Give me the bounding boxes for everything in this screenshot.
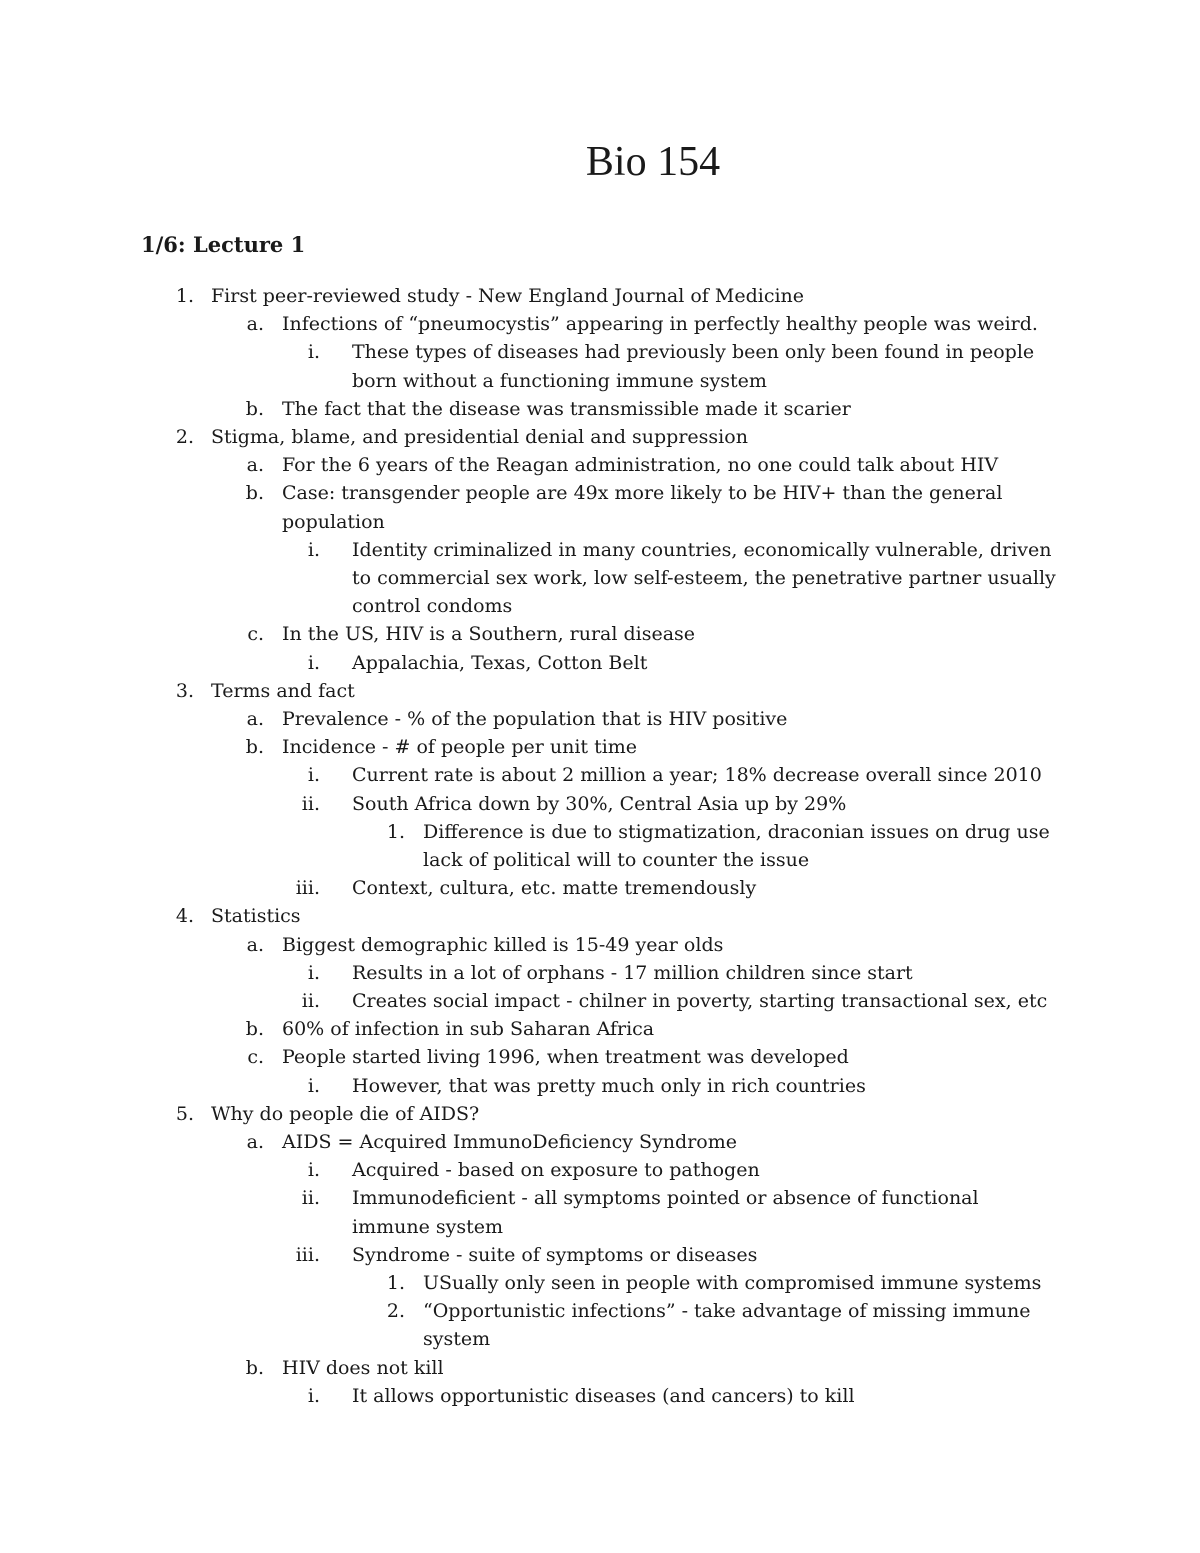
list-item: [0, 1297, 1200, 1351]
list-item-text: 60% of infection in sub Saharan Africa: [282, 1018, 655, 1041]
list-marker: i.: [307, 961, 320, 984]
list-item-text: Terms and fact: [211, 679, 355, 702]
list-item: [0, 874, 1200, 902]
list-marker: 5.: [175, 1102, 194, 1125]
list-item: [0, 1072, 1200, 1100]
list-item-text: Creates social impact - chilner in poverty, starting transactional sex, etc: [352, 990, 1048, 1012]
list-item: [0, 1382, 1200, 1410]
list-marker: i.: [307, 1384, 320, 1407]
list-marker: a.: [246, 313, 264, 336]
list-marker: 1.: [386, 1272, 405, 1294]
list-marker: ii.: [301, 990, 320, 1012]
list-item-text: Difference is due to stigmatization, draconian issues on drug use lack of political will to counter the issue: [423, 820, 1050, 871]
list-item: [0, 395, 1200, 423]
list-marker: i.: [307, 1074, 320, 1097]
list-item-text: It allows opportunistic diseases (and cancers) to kill: [352, 1384, 855, 1407]
list-item: [0, 1354, 1200, 1382]
list-item: [0, 1156, 1200, 1184]
list-item: [0, 1100, 1200, 1128]
list-item-text: For the 6 years of the Reagan administration, no one could talk about HIV: [282, 454, 999, 477]
list-item-text: Prevalence - % of the population that is HIV positive: [282, 708, 788, 730]
list-item: [0, 451, 1200, 479]
list-item: [0, 1241, 1200, 1269]
list-marker: a.: [246, 708, 264, 730]
list-item-text: AIDS = Acquired ImmunoDeficiency Syndrome: [282, 1131, 737, 1153]
list-item-text: First peer-reviewed study - New England Journal of Medicine: [211, 285, 805, 307]
list-item: [0, 761, 1200, 789]
list-marker: b.: [245, 482, 264, 505]
list-item: [0, 1015, 1200, 1043]
list-item-text: Appalachia, Texas, Cotton Belt: [352, 651, 648, 674]
list-item-text: Case: transgender people are 49x more likely to be HIV+ than the general population: [282, 482, 1003, 533]
list-item: [0, 310, 1200, 338]
list-marker: 4.: [175, 905, 194, 928]
list-item: [0, 790, 1200, 818]
list-item: [0, 1269, 1200, 1297]
list-marker: iii.: [295, 877, 320, 900]
list-marker: 1.: [175, 285, 194, 307]
list-item: [0, 536, 1200, 618]
list-marker: 2.: [386, 1300, 405, 1323]
list-marker: b.: [245, 1356, 264, 1379]
list-item-text: Statistics: [211, 905, 301, 928]
list-marker: b.: [245, 736, 264, 759]
list-item: [0, 959, 1200, 987]
list-item-text: Biggest demographic killed is 15-49 year olds: [282, 933, 724, 956]
list-item: [0, 1043, 1200, 1071]
list-item: [0, 479, 1200, 533]
list-marker: a.: [246, 933, 264, 956]
list-item-text: Syndrome - suite of symptoms or diseases: [352, 1243, 758, 1266]
list-item-text: Incidence - # of people per unit time: [282, 736, 638, 759]
list-marker: ii.: [301, 792, 320, 815]
list-item-text: USually only seen in people with compromised immune systems: [423, 1272, 1042, 1294]
list-item: [0, 282, 1200, 310]
list-marker: i.: [307, 764, 320, 787]
list-item: [0, 620, 1200, 648]
list-item: [0, 649, 1200, 677]
list-item-text: The fact that the disease was transmissible made it scarier: [282, 397, 851, 420]
list-marker: i.: [307, 1159, 320, 1182]
list-item: [0, 733, 1200, 761]
list-item-text: Results in a lot of orphans - 17 million children since start: [352, 961, 913, 984]
list-marker: 2.: [175, 426, 194, 448]
list-marker: b.: [245, 1018, 264, 1041]
list-item-text: Infections of “pneumocystis” appearing in perfectly healthy people was weird.: [282, 313, 1038, 336]
list-marker: 3.: [175, 679, 194, 702]
list-item-text: Why do people die of AIDS?: [211, 1102, 480, 1125]
list-item-text: “Opportunistic infections” - take advantage of missing immune system: [423, 1300, 1031, 1351]
section-heading: 1/6: Lecture 1: [141, 232, 306, 257]
list-item: [0, 1128, 1200, 1156]
list-item: [0, 1184, 1200, 1238]
list-item-text: People started living 1996, when treatment was developed: [282, 1046, 849, 1069]
list-item-text: Context, cultura, etc. matte tremendously: [352, 877, 757, 900]
list-item: [0, 902, 1200, 930]
list-marker: iii.: [295, 1243, 320, 1266]
list-marker: b.: [245, 397, 264, 420]
list-item-text: Acquired - based on exposure to pathogen: [352, 1159, 760, 1182]
list-item-text: Stigma, blame, and presidential denial and suppression: [211, 426, 748, 448]
list-item-text: South Africa down by 30%, Central Asia up by 29%: [352, 792, 847, 815]
list-item-text: HIV does not kill: [282, 1356, 444, 1379]
list-item-text: Immunodeficient - all symptoms pointed or absence of functional immune system: [352, 1187, 979, 1238]
list-item: [0, 338, 1200, 392]
list-marker: 1.: [386, 820, 405, 843]
list-marker: a.: [246, 1131, 264, 1153]
list-item: [0, 705, 1200, 733]
list-item-text: In the US, HIV is a Southern, rural disease: [282, 623, 696, 646]
list-item: [0, 677, 1200, 705]
list-marker: ii.: [301, 1187, 320, 1210]
list-item-text: However, that was pretty much only in rich countries: [352, 1074, 866, 1097]
list-item: [0, 818, 1200, 871]
list-marker: i.: [307, 341, 320, 364]
list-marker: c.: [247, 623, 264, 646]
list-item-text: Current rate is about 2 million a year; 18% decrease overall since 2010: [352, 764, 1042, 787]
list-item-text: Identity criminalized in many countries, economically vulnerable, driven to commercial sex work, low self-esteem, the penetrative partner usually control condoms: [352, 538, 1056, 618]
list-item: [0, 987, 1200, 1015]
list-marker: i.: [307, 651, 320, 674]
document-title: Bio 154: [585, 139, 721, 185]
list-marker: i.: [307, 538, 320, 561]
list-marker: a.: [246, 454, 264, 477]
list-item: [0, 931, 1200, 959]
list-item-text: These types of diseases had previously been only been found in people born without a functioning immune system: [352, 341, 1035, 392]
list-item: [0, 423, 1200, 451]
list-marker: c.: [247, 1046, 264, 1069]
